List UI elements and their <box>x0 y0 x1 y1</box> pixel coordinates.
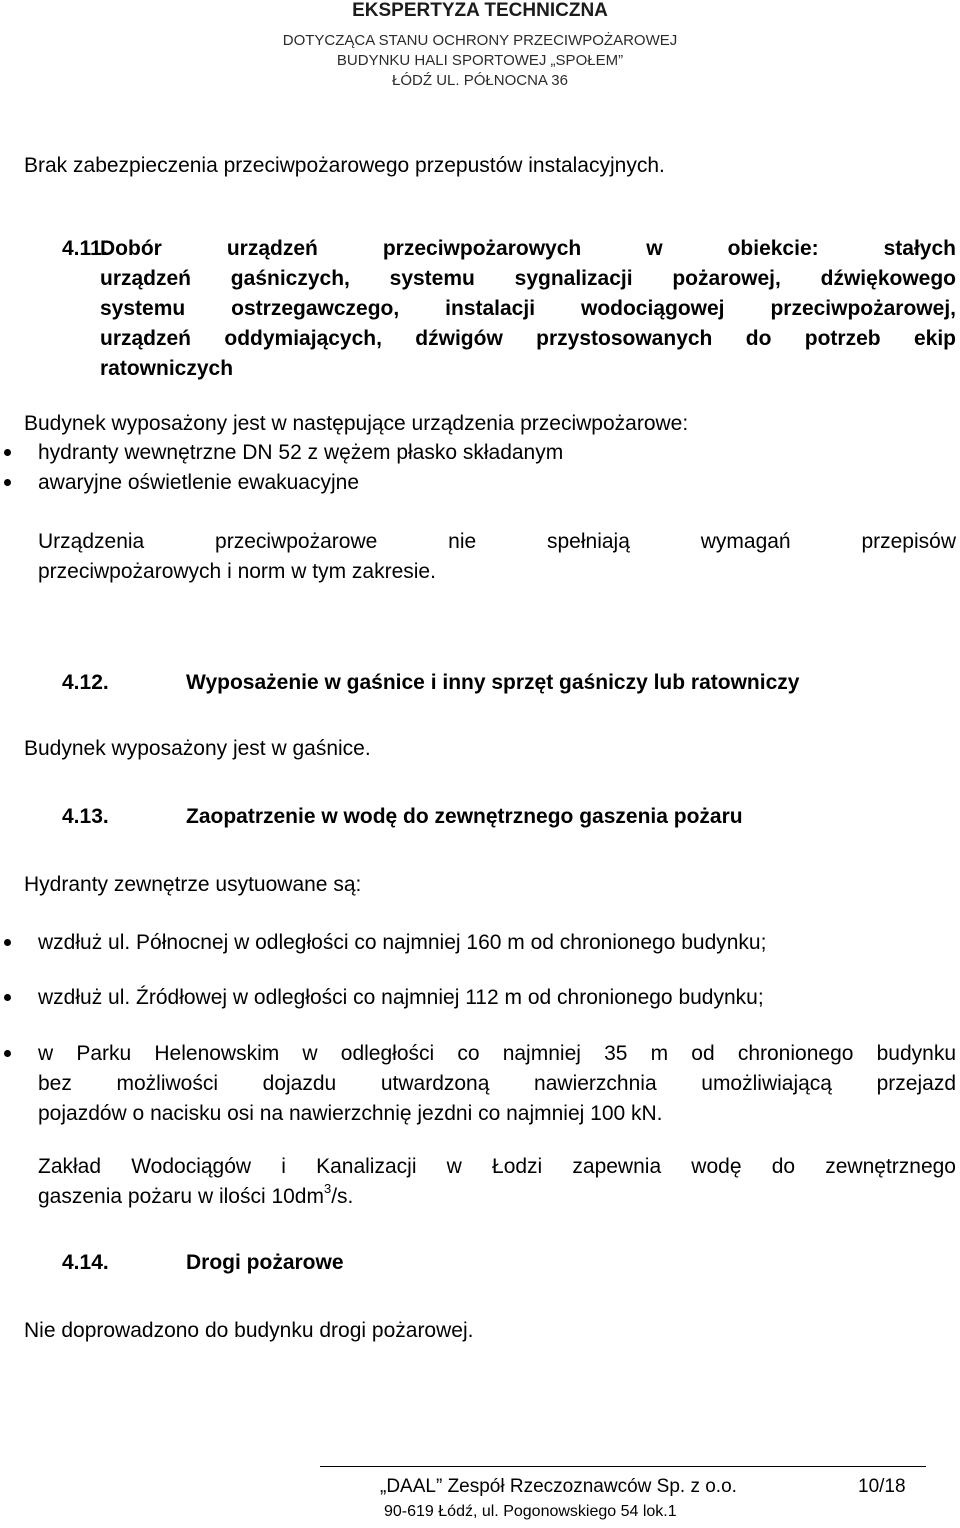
equipment-item-lighting: awaryjne oświetlenie ewakuacyjne <box>38 471 360 494</box>
section-4-11-title-line: urządzeń gaśniczych, systemu sygnalizacji pożarowej, dźwiękowego <box>100 267 956 290</box>
header-title: EKSPERTYZA TECHNICZNA <box>352 0 608 21</box>
section-4-11-title-line: systemu ostrzegawczego, instalacji wodociągowej przeciwpożarowej, <box>100 297 956 320</box>
intro-paragraph: Brak zabezpieczenia przeciwpożarowego przepustów instalacyjnych. <box>24 154 665 177</box>
section-4-11-title <box>100 234 956 384</box>
hydrant-item-park-line: w Parku Helenowskim w odległości co najmniej 35 m od chronionego budynku <box>38 1042 956 1065</box>
water-supply-paragraph <box>38 1152 956 1212</box>
section-4-12-text: Budynek wyposażony jest w gaśnice. <box>24 737 371 760</box>
section-4-14-number: 4.14. <box>62 1251 109 1274</box>
section-4-14-title: Drogi pożarowe <box>186 1251 344 1274</box>
section-4-11-number: 4.11. <box>62 237 108 260</box>
footer-divider <box>320 1466 926 1467</box>
hydrant-item-polnocna: wzdłuż ul. Północnej w odległości co najmniej 160 m od chronionego budynku; <box>38 931 767 954</box>
water-supply-text: gaszenia pożaru w ilości 10dm <box>38 1185 324 1208</box>
section-4-12-number: 4.12. <box>62 671 109 694</box>
hydrant-item-park-line: pojazdów o nacisku osi na nawierzchnię jezdni co najmniej 100 kN. <box>38 1102 663 1125</box>
footer-company: „DAAL” Zespół Rzeczoznawców Sp. z o.o. <box>380 1476 737 1497</box>
header-line-2: BUDYNKU HALI SPORTOWEJ „SPOŁEM” <box>336 52 624 69</box>
hydrants-lead: Hydranty zewnętrze usytuowane są: <box>24 873 362 896</box>
equipment-conclusion <box>38 527 956 587</box>
water-supply-line <box>38 1182 956 1212</box>
section-4-12-title: Wyposażenie w gaśnice i inny sprzęt gaśniczy lub ratowniczy <box>186 671 800 694</box>
water-supply-line: Zakład Wodociągów i Kanalizacji w Łodzi zapewnia wodę do zewnętrznego <box>38 1155 956 1178</box>
water-supply-exponent: 3 <box>323 1181 332 1196</box>
bullet-dot <box>4 939 11 946</box>
equipment-conclusion-line: Urządzenia przeciwpożarowe nie spełniają wymagań przepisów <box>38 530 956 553</box>
section-4-13-number: 4.13. <box>62 805 109 828</box>
section-4-13-title: Zaopatrzenie w wodę do zewnętrznego gaszenia pożaru <box>186 805 743 828</box>
equipment-conclusion-line: przeciwpożarowych i norm w tym zakresie. <box>38 560 436 583</box>
section-4-14-text: Nie doprowadzono do budynku drogi pożarowej. <box>24 1319 474 1342</box>
section-4-11-title-line: ratowniczych <box>100 357 234 380</box>
hydrant-item-park-line: bez możliwości dojazdu utwardzoną nawierzchnia umożliwiającą przejazd <box>38 1072 956 1095</box>
water-supply-unit: /s. <box>331 1185 354 1208</box>
bullet-dot <box>4 449 11 456</box>
page-number: 10/18 <box>858 1476 906 1497</box>
bullet-dot <box>4 1050 11 1057</box>
equipment-item-hydrants: hydranty wewnętrzne DN 52 z wężem płasko składanym <box>38 441 564 464</box>
bullet-dot <box>4 479 11 486</box>
hydrant-item-park <box>38 1039 956 1129</box>
bullet-dot <box>4 994 11 1001</box>
section-4-11-title-line: urządzeń oddymiających, dźwigów przystosowanych do potrzeb ekip <box>100 327 956 350</box>
equipment-lead: Budynek wyposażony jest w następujące urządzenia przeciwpożarowe: <box>24 412 689 435</box>
header-line-3: ŁÓDŹ UL. PÓŁNOCNA 36 <box>392 72 568 89</box>
hydrant-item-zrodlowa: wzdłuż ul. Źródłowej w odległości co najmniej 112 m od chronionego budynku; <box>38 986 764 1009</box>
section-4-11-title-line: Dobór urządzeń przeciwpożarowych w obiekcie: stałych <box>100 237 956 260</box>
footer-address: 90-619 Łódź, ul. Pogonowskiego 54 lok.1 <box>384 1503 677 1520</box>
header-line-1: DOTYCZĄCA STANU OCHRONY PRZECIWPOŻAROWEJ <box>282 32 678 49</box>
